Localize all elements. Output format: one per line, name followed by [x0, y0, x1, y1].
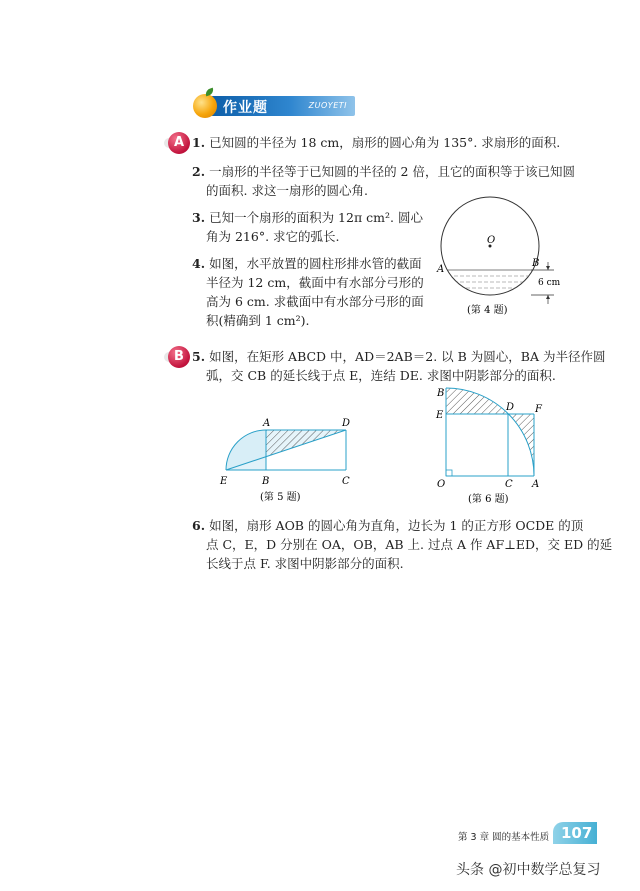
- question-number: 6.: [192, 518, 206, 533]
- shaded-region-top: [446, 388, 508, 414]
- question-text: 弧，交 CB 的延长线于点 E，连结 DE. 求图中阴影部分的面积.: [206, 368, 556, 383]
- question-text: 如图，水平放置的圆柱形排水管的截面: [209, 256, 422, 271]
- question-text: 一扇形的半径等于已知圆的半径的 2 倍，且它的面积等于该已知圆: [209, 164, 575, 179]
- label-b: B: [532, 258, 540, 269]
- section-title: 作业题: [223, 100, 268, 116]
- label-d: D: [506, 402, 515, 413]
- question-text: 已知一个扇形的面积为 12π cm². 圆心: [209, 210, 423, 225]
- label-o: O: [487, 235, 496, 246]
- question-text: 已知圆的半径为 18 cm，扇形的圆心角为 135°. 求扇形的面积.: [209, 135, 561, 150]
- figure-caption: (第 5 题): [260, 492, 301, 503]
- question-1: [192, 133, 560, 152]
- label-b: B: [262, 476, 270, 487]
- figure-caption: (第 4 题): [467, 305, 508, 316]
- question-6: [192, 516, 612, 573]
- question-text: 的面积. 求这一扇形的圆心角.: [206, 183, 368, 198]
- question-text: 高为 6 cm. 求截面中有水部分弓形的面: [206, 294, 424, 309]
- section-banner: [193, 94, 355, 118]
- watermark: 头条 @初中数学总复习: [456, 862, 601, 878]
- label-e: E: [436, 410, 444, 421]
- figure-6: [430, 380, 555, 510]
- label-a: A: [263, 418, 271, 429]
- question-text: 角为 216°. 求它的弧长.: [206, 229, 340, 244]
- question-text: 半径为 12 cm，截面中有水部分弓形的: [206, 275, 424, 290]
- question-2: [192, 162, 575, 200]
- section-subtitle: ZUOYETI: [308, 101, 347, 110]
- label-c: C: [505, 479, 513, 490]
- page-number: 107: [561, 824, 593, 842]
- question-text: 点 C，E，D 分别在 OA，OB，AB 上. 过点 A 作 AF⊥ED，交 ED 的延: [206, 537, 613, 552]
- label-a: A: [437, 264, 445, 275]
- question-text: 长线于点 F. 求图中阴影部分的面积.: [206, 556, 404, 571]
- label-e: E: [220, 476, 228, 487]
- question-text: 如图，扇形 AOB 的圆心角为直角，边长为 1 的正方形 OCDE 的顶: [209, 518, 584, 533]
- figure-4: [430, 196, 580, 321]
- figure-caption: (第 6 题): [468, 494, 509, 505]
- question-number: 1.: [192, 135, 206, 150]
- label-a: A: [532, 479, 540, 490]
- chapter-label: 第 3 章 圆的基本性质: [458, 832, 550, 843]
- question-number: 3.: [192, 210, 206, 225]
- level-b-badge: B: [168, 346, 190, 368]
- question-4: [192, 254, 424, 330]
- question-text: 如图，在矩形 ABCD 中，AD＝2AB＝2. 以 B 为圆心，BA 为半径作圆: [209, 349, 606, 364]
- figure-5: [214, 412, 364, 512]
- orange-orb-icon: [193, 94, 217, 118]
- label-d: D: [342, 418, 351, 429]
- label-f: F: [535, 404, 542, 415]
- label-b: B: [437, 388, 445, 399]
- question-3: [192, 208, 423, 246]
- question-number: 2.: [192, 164, 206, 179]
- label-o: O: [437, 479, 446, 490]
- shaded-region-right: [508, 414, 534, 476]
- question-number: 4.: [192, 256, 206, 271]
- level-a-badge: A: [168, 132, 190, 154]
- label-c: C: [342, 476, 350, 487]
- question-number: 5.: [192, 349, 206, 364]
- measure-label: 6 cm: [538, 278, 561, 288]
- question-text: 积(精确到 1 cm²).: [206, 313, 310, 328]
